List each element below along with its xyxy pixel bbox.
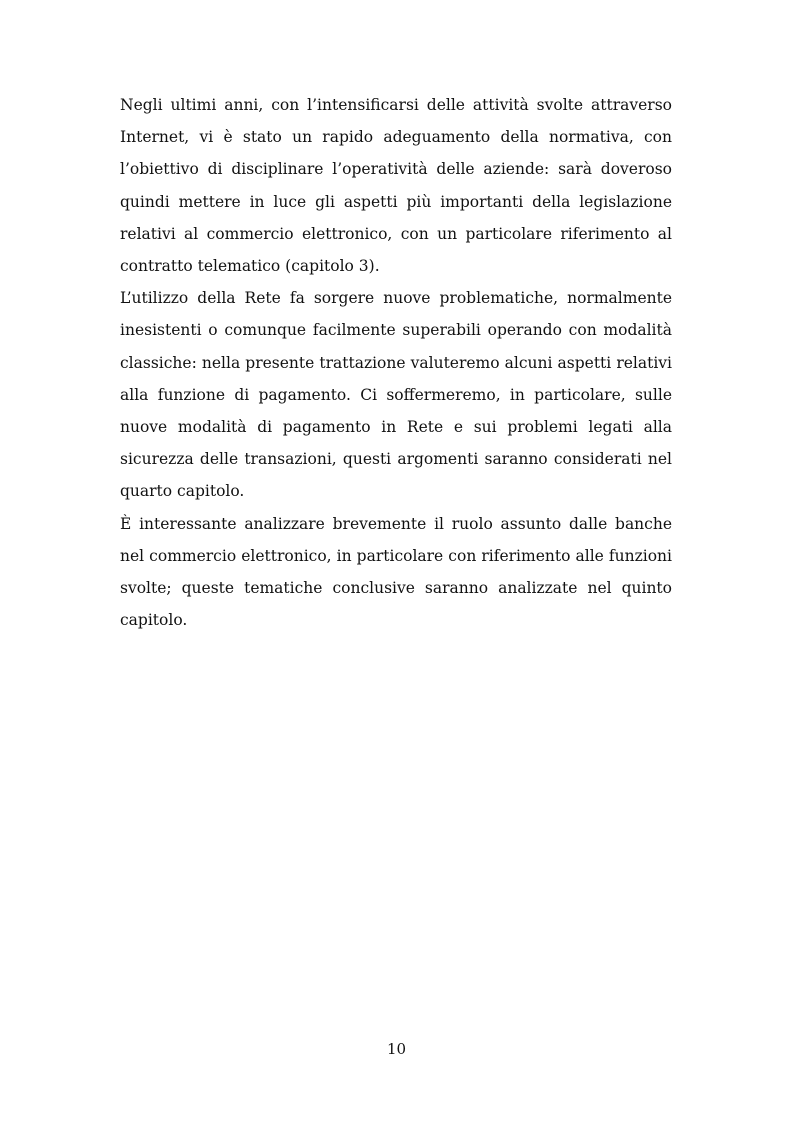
- paragraph-2: L’utilizzo della Rete fa sorgere nuove problematiche, normalmente inesistenti o comunque facilmente superabili operando con modalità classiche: nella presente trattazione valuteremo alcuni aspetti relativi alla funzione di pagamento. Ci soffermeremo, in particolare, sulle nuove modalità di pagamento in Rete e sui problemi legati alla sicurezza delle transazioni, questi argomenti saranno considerati nel quarto capitolo.: [120, 289, 672, 501]
- body-text: [120, 89, 672, 636]
- paragraph-3: È interessante analizzare brevemente il ruolo assunto dalle banche nel commercio elettronico, in particolare con riferimento alle funzioni svolte; queste tematiche conclusive saranno analizzate nel quinto capitolo.: [120, 514, 672, 630]
- paragraph-1: Negli ultimi anni, con l’intensificarsi delle attività svolte attraverso Internet, vi è stato un rapido adeguamento della normativa, con l’obiettivo di disciplinare l’operatività delle aziende: sarà doveroso quindi mettere in luce gli aspetti più importanti della legislazione relativi al commercio elettronico, con un particolare riferimento al contratto telematico (capitolo 3).: [120, 96, 672, 276]
- page-number: 10: [386, 1040, 407, 1058]
